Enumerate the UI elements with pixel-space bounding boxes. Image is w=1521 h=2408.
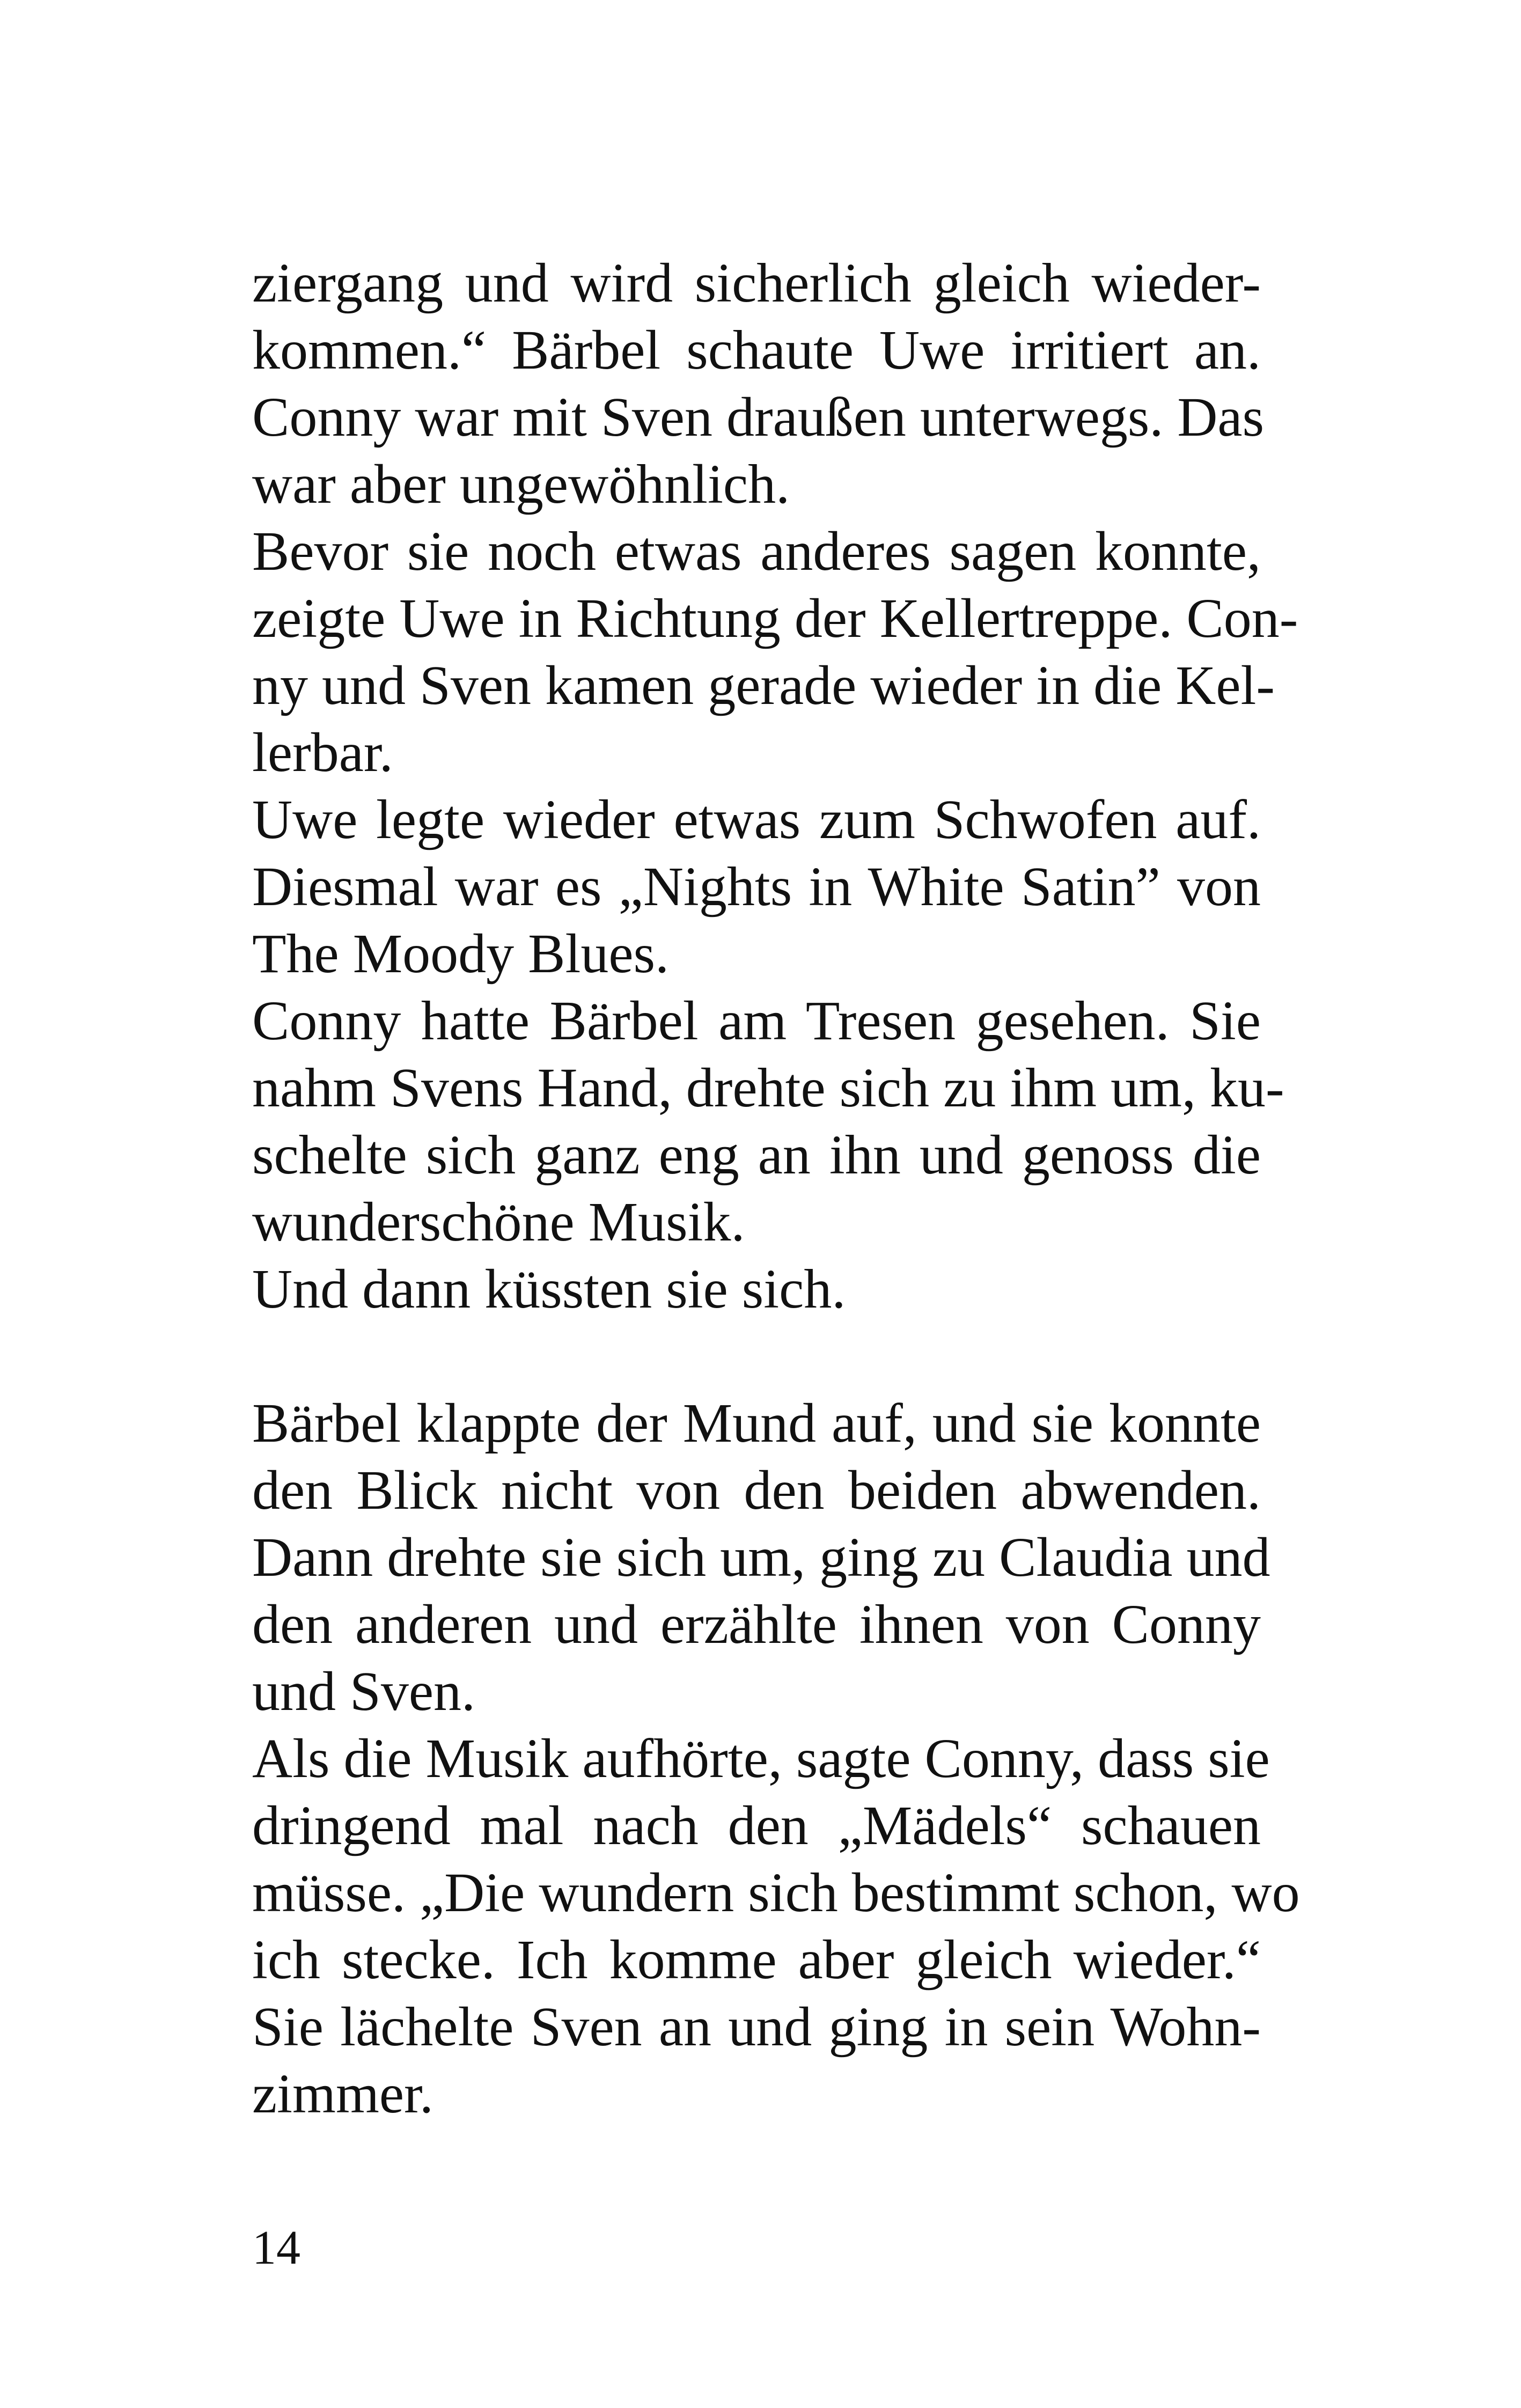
text-line: Conny war mit Sven draußen unterwegs. Das xyxy=(252,386,1265,448)
text-line: den anderen und erzählte ihnen von Conny xyxy=(252,1594,1261,1655)
text-line: kommen.“ Bärbel schaute Uwe irritiert an. xyxy=(252,319,1261,381)
text-line: nahm Svens Hand, drehte sich zu ihm um, ku- xyxy=(252,1057,1284,1119)
text-line: Bärbel klappte der Mund auf, und sie konnte xyxy=(252,1392,1261,1454)
text-line: ich stecke. Ich komme aber gleich wieder.“ xyxy=(252,1929,1261,1991)
text-line: Und dann küssten sie sich. xyxy=(252,1258,846,1320)
text-line: Diesmal war es „Nights in White Satin” von xyxy=(252,856,1261,917)
text-line: Sie lächelte Sven an und ging in sein Wohn- xyxy=(252,1996,1261,2058)
page-number: 14 xyxy=(252,2221,300,2274)
text-line: ny und Sven kamen gerade wieder in die Kel- xyxy=(252,655,1275,716)
text-line: wunderschöne Musik. xyxy=(252,1191,745,1253)
text-line: ziergang und wird sicherlich gleich wieder- xyxy=(252,252,1261,314)
text-line: Conny hatte Bärbel am Tresen gesehen. Sie xyxy=(252,990,1261,1052)
text-line: den Blick nicht von den beiden abwenden. xyxy=(252,1459,1261,1521)
text-line: Uwe legte wieder etwas zum Schwofen auf. xyxy=(252,789,1261,850)
text-line: war aber ungewöhnlich. xyxy=(252,453,790,515)
text-line: müsse. „Die wundern sich bestimmt schon, wo xyxy=(252,1862,1300,1924)
text-line: dringend mal nach den „Mädels“ schauen xyxy=(252,1795,1261,1856)
paragraph-gap xyxy=(252,1323,1261,1390)
text-line: Als die Musik aufhörte, sagte Conny, dass sie xyxy=(252,1728,1270,1789)
text-line: zeigte Uwe in Richtung der Kellertreppe. Con- xyxy=(252,588,1298,649)
text-line: schelte sich ganz eng an ihn und genoss die xyxy=(252,1124,1261,1186)
text-line: The Moody Blues. xyxy=(252,923,670,985)
text-line: und Sven. xyxy=(252,1661,475,1722)
text-line: Dann drehte sie sich um, ging zu Claudia und xyxy=(252,1526,1270,1588)
body-text xyxy=(252,249,1300,2127)
text-line: lerbar. xyxy=(252,722,393,783)
text-line: zimmer. xyxy=(252,2063,433,2125)
text-line: Bevor sie noch etwas anderes sagen konnte, xyxy=(252,520,1261,582)
